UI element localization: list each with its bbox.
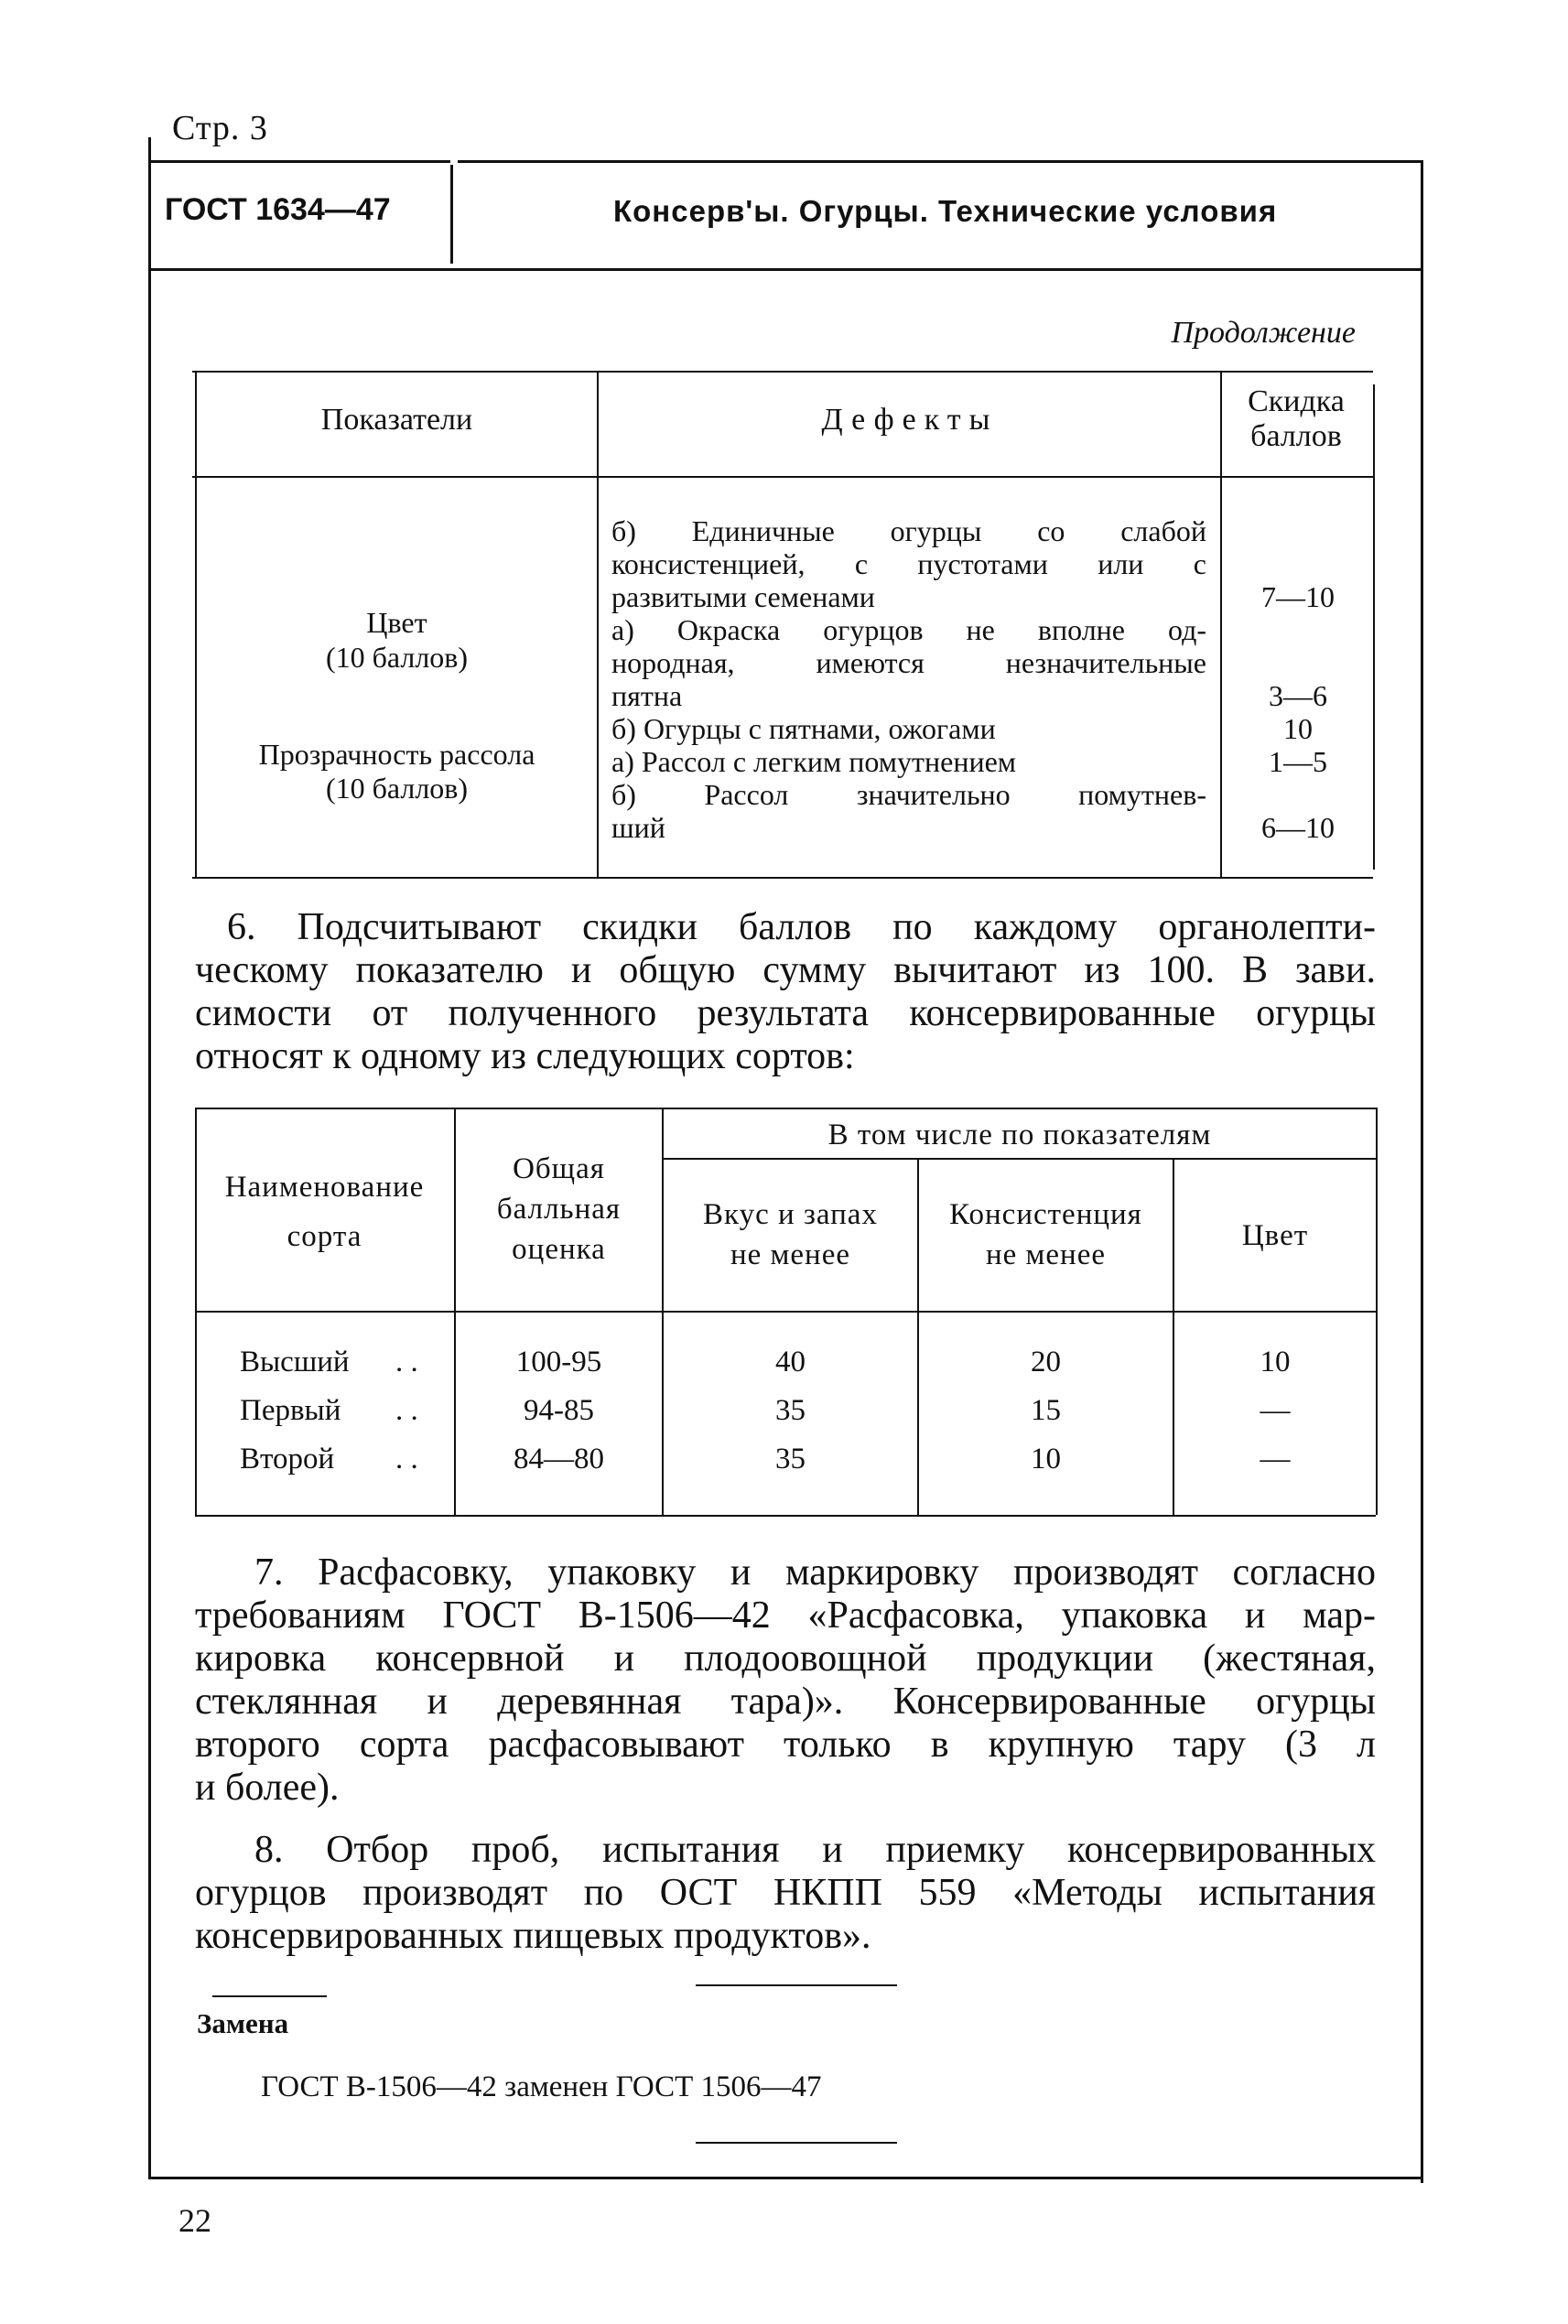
footnote-rule	[212, 1995, 327, 1997]
header-line: балльная	[496, 1193, 622, 1226]
paragraph-7	[195, 1551, 1376, 1810]
taste-score: 35	[775, 1394, 806, 1427]
defects-table-bottom-rule	[192, 877, 1373, 879]
paragraph-6	[195, 906, 1376, 1078]
defect-line: нородная, имеются незначительные	[611, 646, 1206, 679]
defect-line: пятна	[611, 679, 683, 712]
grade-name-header	[195, 1162, 454, 1261]
header-top-rule-right	[458, 160, 1421, 163]
grades-table-group-rule	[662, 1158, 1376, 1160]
taste-header	[664, 1194, 917, 1275]
defects-table-col-line-2	[1220, 371, 1222, 877]
defect-line: а) Окраска огурцов не вполне од-	[611, 613, 1206, 646]
gost-code: ГОСТ 1634—47	[165, 192, 391, 227]
defect-line: б) Рассол значительно помутнев-	[611, 778, 1206, 811]
discount-value: 1—5	[1269, 745, 1327, 778]
defect-line: консистенцией, с пустотами или с	[611, 547, 1206, 580]
paragraph-line: второго сорта расфасовывают только в крупную тару (3 л	[195, 1724, 1376, 1766]
color-score: 10	[1260, 1346, 1291, 1378]
color-score: —	[1260, 1394, 1291, 1427]
defect-line: развитыми семенами	[611, 580, 875, 613]
document-title: Консерв'ы. Огурцы. Технические условия	[613, 194, 1278, 228]
discount-value: 7—10	[1261, 580, 1335, 613]
header-line: сорта	[287, 1220, 362, 1253]
indicator-color-points: (10 баллов)	[325, 641, 469, 674]
grade-name: Высший	[240, 1346, 350, 1378]
paragraph-line: симости от полученного результата консервированные огурцы	[195, 992, 1376, 1034]
separator-rule	[696, 1984, 897, 1986]
paragraph-line: ческому показателю и общую сумму вычитают из 100. В зави.	[195, 949, 1376, 991]
grade-name: Первый	[240, 1394, 341, 1427]
defects-table-header-rule	[192, 476, 1373, 478]
total-score: 100-95	[515, 1346, 602, 1378]
defects-table-right-line	[1373, 384, 1375, 870]
replacement-text: ГОСТ В-1506—42 заменен ГОСТ 1506—47	[261, 2070, 822, 2103]
header-top-rule-left	[148, 160, 450, 163]
col-header-discount: Скидка баллов	[1248, 384, 1345, 453]
consistency-score: 20	[1031, 1346, 1061, 1378]
defect-line: ший	[611, 811, 665, 844]
paragraph-line: 6. Подсчитывают скидки баллов по каждому органолепти-	[227, 906, 1376, 948]
leader-dots: . .	[395, 1346, 418, 1378]
consistency-score: 10	[1031, 1443, 1061, 1475]
defect-line: б) Огурцы с пятнами, ожогами	[611, 712, 996, 745]
paragraph-line: стеклянная и деревянная тара)». Консервированные огурцы	[195, 1681, 1376, 1723]
right-border-line	[1421, 160, 1423, 2183]
defect-line: а) Рассол с легким помутнением	[611, 745, 1017, 778]
paragraph-line: 7. Расфасовку, упаковку и маркировку производят согласно	[254, 1551, 1376, 1594]
paragraph-line: относят к одному из следующих сортов:	[195, 1035, 855, 1077]
col-header-defects: Дефекты	[821, 403, 999, 437]
header-line: Вкус и запах	[703, 1198, 878, 1231]
defect-line: б) Единичные огурцы со слабой	[611, 514, 1206, 547]
paragraph-line: консервированных пищевых продуктов».	[195, 1915, 871, 1957]
footer-rule	[148, 2177, 1423, 2179]
defects-table-top-rule	[192, 371, 1373, 373]
header-line: Наименование	[224, 1171, 425, 1204]
leader-dots: . .	[395, 1394, 418, 1427]
indicator-color: Цвет	[366, 606, 427, 639]
header-line: не менее	[985, 1238, 1107, 1271]
paragraph-line: требованиям ГОСТ В-1506—42 «Расфасовка, упаковка и мар-	[195, 1594, 1376, 1637]
leader-dots: . .	[395, 1443, 418, 1475]
color-score: —	[1260, 1443, 1291, 1475]
paragraph-line: огурцов производят по ОСТ НКПП 559 «Методы испытания	[195, 1872, 1376, 1914]
left-border-line	[148, 137, 151, 2178]
total-score-header	[456, 1149, 662, 1270]
color-header: Цвет	[1241, 1219, 1309, 1252]
header-line: Общая	[513, 1152, 605, 1185]
discount-value: 3—6	[1269, 679, 1327, 712]
paragraph-line: и более).	[195, 1767, 340, 1809]
indicators-group-header: В том числе по показателям	[827, 1119, 1212, 1151]
col-header-indicators: Показатели	[320, 403, 473, 437]
indicator-brine-points: (10 баллов)	[325, 772, 469, 805]
grades-table-right-line	[1376, 1108, 1378, 1515]
header-divider	[450, 165, 453, 264]
discount-value: 6—10	[1261, 811, 1335, 844]
continuation-label: Продолжение	[1171, 316, 1356, 350]
defects-table-col-line-1	[597, 371, 599, 877]
taste-score: 40	[775, 1346, 806, 1378]
header-bottom-rule	[148, 268, 1421, 271]
discount-value: 10	[1283, 712, 1313, 745]
paragraph-8	[195, 1829, 1376, 1958]
taste-score: 35	[775, 1443, 806, 1475]
indicator-brine-clarity: Прозрачность рассола	[258, 738, 535, 771]
paragraph-line: 8. Отбор проб, испытания и приемку консервированных	[254, 1829, 1376, 1871]
header-line: Консистенция	[949, 1198, 1142, 1231]
total-score: 84—80	[514, 1443, 604, 1475]
grade-name: Второй	[240, 1443, 335, 1475]
page-number: 22	[178, 2202, 211, 2239]
total-score: 94-85	[524, 1394, 594, 1427]
separator-rule	[696, 2142, 897, 2144]
consistency-header	[919, 1194, 1173, 1275]
grades-table-bottom-rule	[195, 1515, 1376, 1517]
grades-table-header-rule	[195, 1311, 1376, 1313]
consistency-score: 15	[1031, 1394, 1061, 1427]
replacement-heading: Замена	[197, 2007, 289, 2039]
page-label: Стр. 3	[172, 109, 268, 147]
header-line: не менее	[730, 1238, 851, 1271]
paragraph-line: кировка консервной и плодоовощной продукции (жестяная,	[195, 1638, 1376, 1680]
header-line: оценка	[512, 1233, 606, 1266]
grades-table-top-rule	[195, 1108, 1376, 1109]
